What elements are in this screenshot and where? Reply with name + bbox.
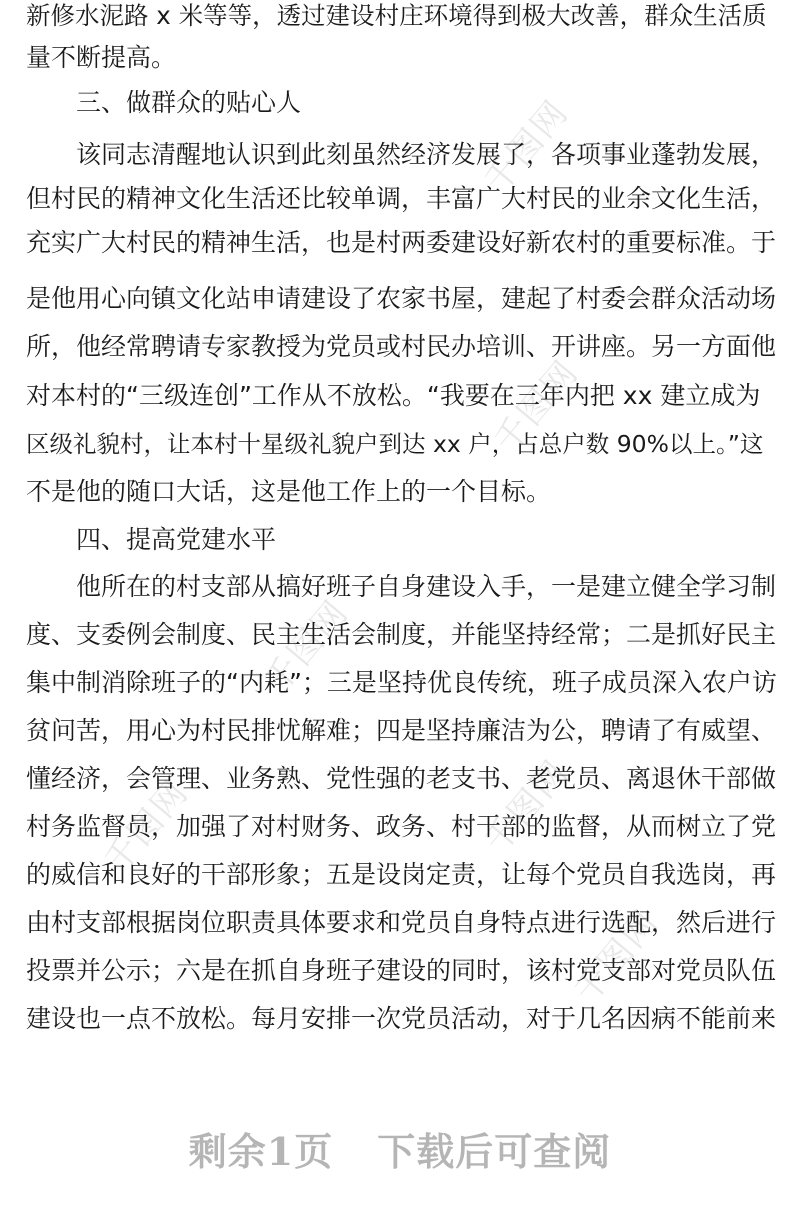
text-line: 懂经济，会管理、业务熟、党性强的老支书、老党员、离退休干部做: [26, 764, 777, 793]
text-line: 是他用心向镇文化站申请建设了农家书屋，建起了村委会群众活动场: [26, 284, 777, 313]
text-line: 但村民的精神文化生活还比较单调，丰富广大村民的业余文化生活，: [26, 184, 777, 213]
text-line: 村务监督员，加强了对村财务、政务、村干部的监督，从而树立了党: [26, 812, 777, 841]
text-line: 量不断提高。: [26, 43, 177, 72]
section-heading: 四、提高党建水平: [76, 525, 277, 554]
watermark: 千图网: [256, 592, 357, 701]
remaining-pages-label: 剩余1页: [188, 1129, 334, 1174]
text-line: 不是他的随口大话，这是他工作上的一个目标。: [26, 477, 552, 506]
section-heading: 三、做群众的贴心人: [76, 88, 302, 117]
text-line: 集中制消除班子的“内耗”；三是坚持优良传统，班子成员深入农户访: [26, 668, 777, 697]
paragraph-first-line: 该同志清醒地认识到此刻虽然经济发展了，各项事业蓬勃发展，: [76, 140, 777, 169]
text-line: 度、支委例会制度、民主生活会制度，并能坚持经常；二是抓好民主: [26, 620, 777, 649]
text-line: 所，他经常聘请专家教授为党员或村民办培训、开讲座。另一方面他: [26, 332, 777, 361]
text-line: 贫问苦，用心为村民排忧解难；四是坚持廉洁为公，聘请了有威望、: [26, 716, 777, 745]
text-line: 充实广大村民的精神生活，也是村两委建设好新农村的重要标准。于: [26, 228, 777, 257]
watermark: 千图网: [486, 352, 587, 461]
text-line: 新修水泥路 x 米等等，透过建设村庄环境得到极大改善，群众生活质: [26, 1, 767, 30]
text-line: 由村支部根据岗位职责具体要求和党员自身特点进行选配，然后进行: [26, 908, 777, 937]
text-line: 区级礼貌村，让本村十星级礼貌户到达 xx 户，占总户数 90%以上。”这: [26, 430, 764, 458]
watermark: 千图网: [476, 92, 577, 201]
watermark: 千图网: [476, 752, 577, 861]
text-line: 的威信和良好的干部形象；五是设岗定责，让每个党员自我选岗，再: [26, 860, 777, 889]
paragraph-first-line: 他所在的村支部从搞好班子自身建设入手，一是建立健全学习制: [76, 572, 777, 601]
download-banner[interactable]: [0, 1122, 800, 1182]
text-line: 投票并公示；六是在抓自身班子建设的同时，该村党支部对党员队伍: [26, 956, 777, 985]
text-line: 对本村的“三级连创”工作从不放松。“我要在三年内把 xx 建立成为: [26, 381, 761, 410]
watermark: 千图网: [566, 902, 667, 1011]
text-line: 建设也一点不放松。每月安排一次党员活动，对于几名因病不能前来: [26, 1004, 777, 1033]
watermark: 千图网: [96, 772, 197, 881]
download-hint-label: 下载后可查阅: [377, 1129, 612, 1174]
